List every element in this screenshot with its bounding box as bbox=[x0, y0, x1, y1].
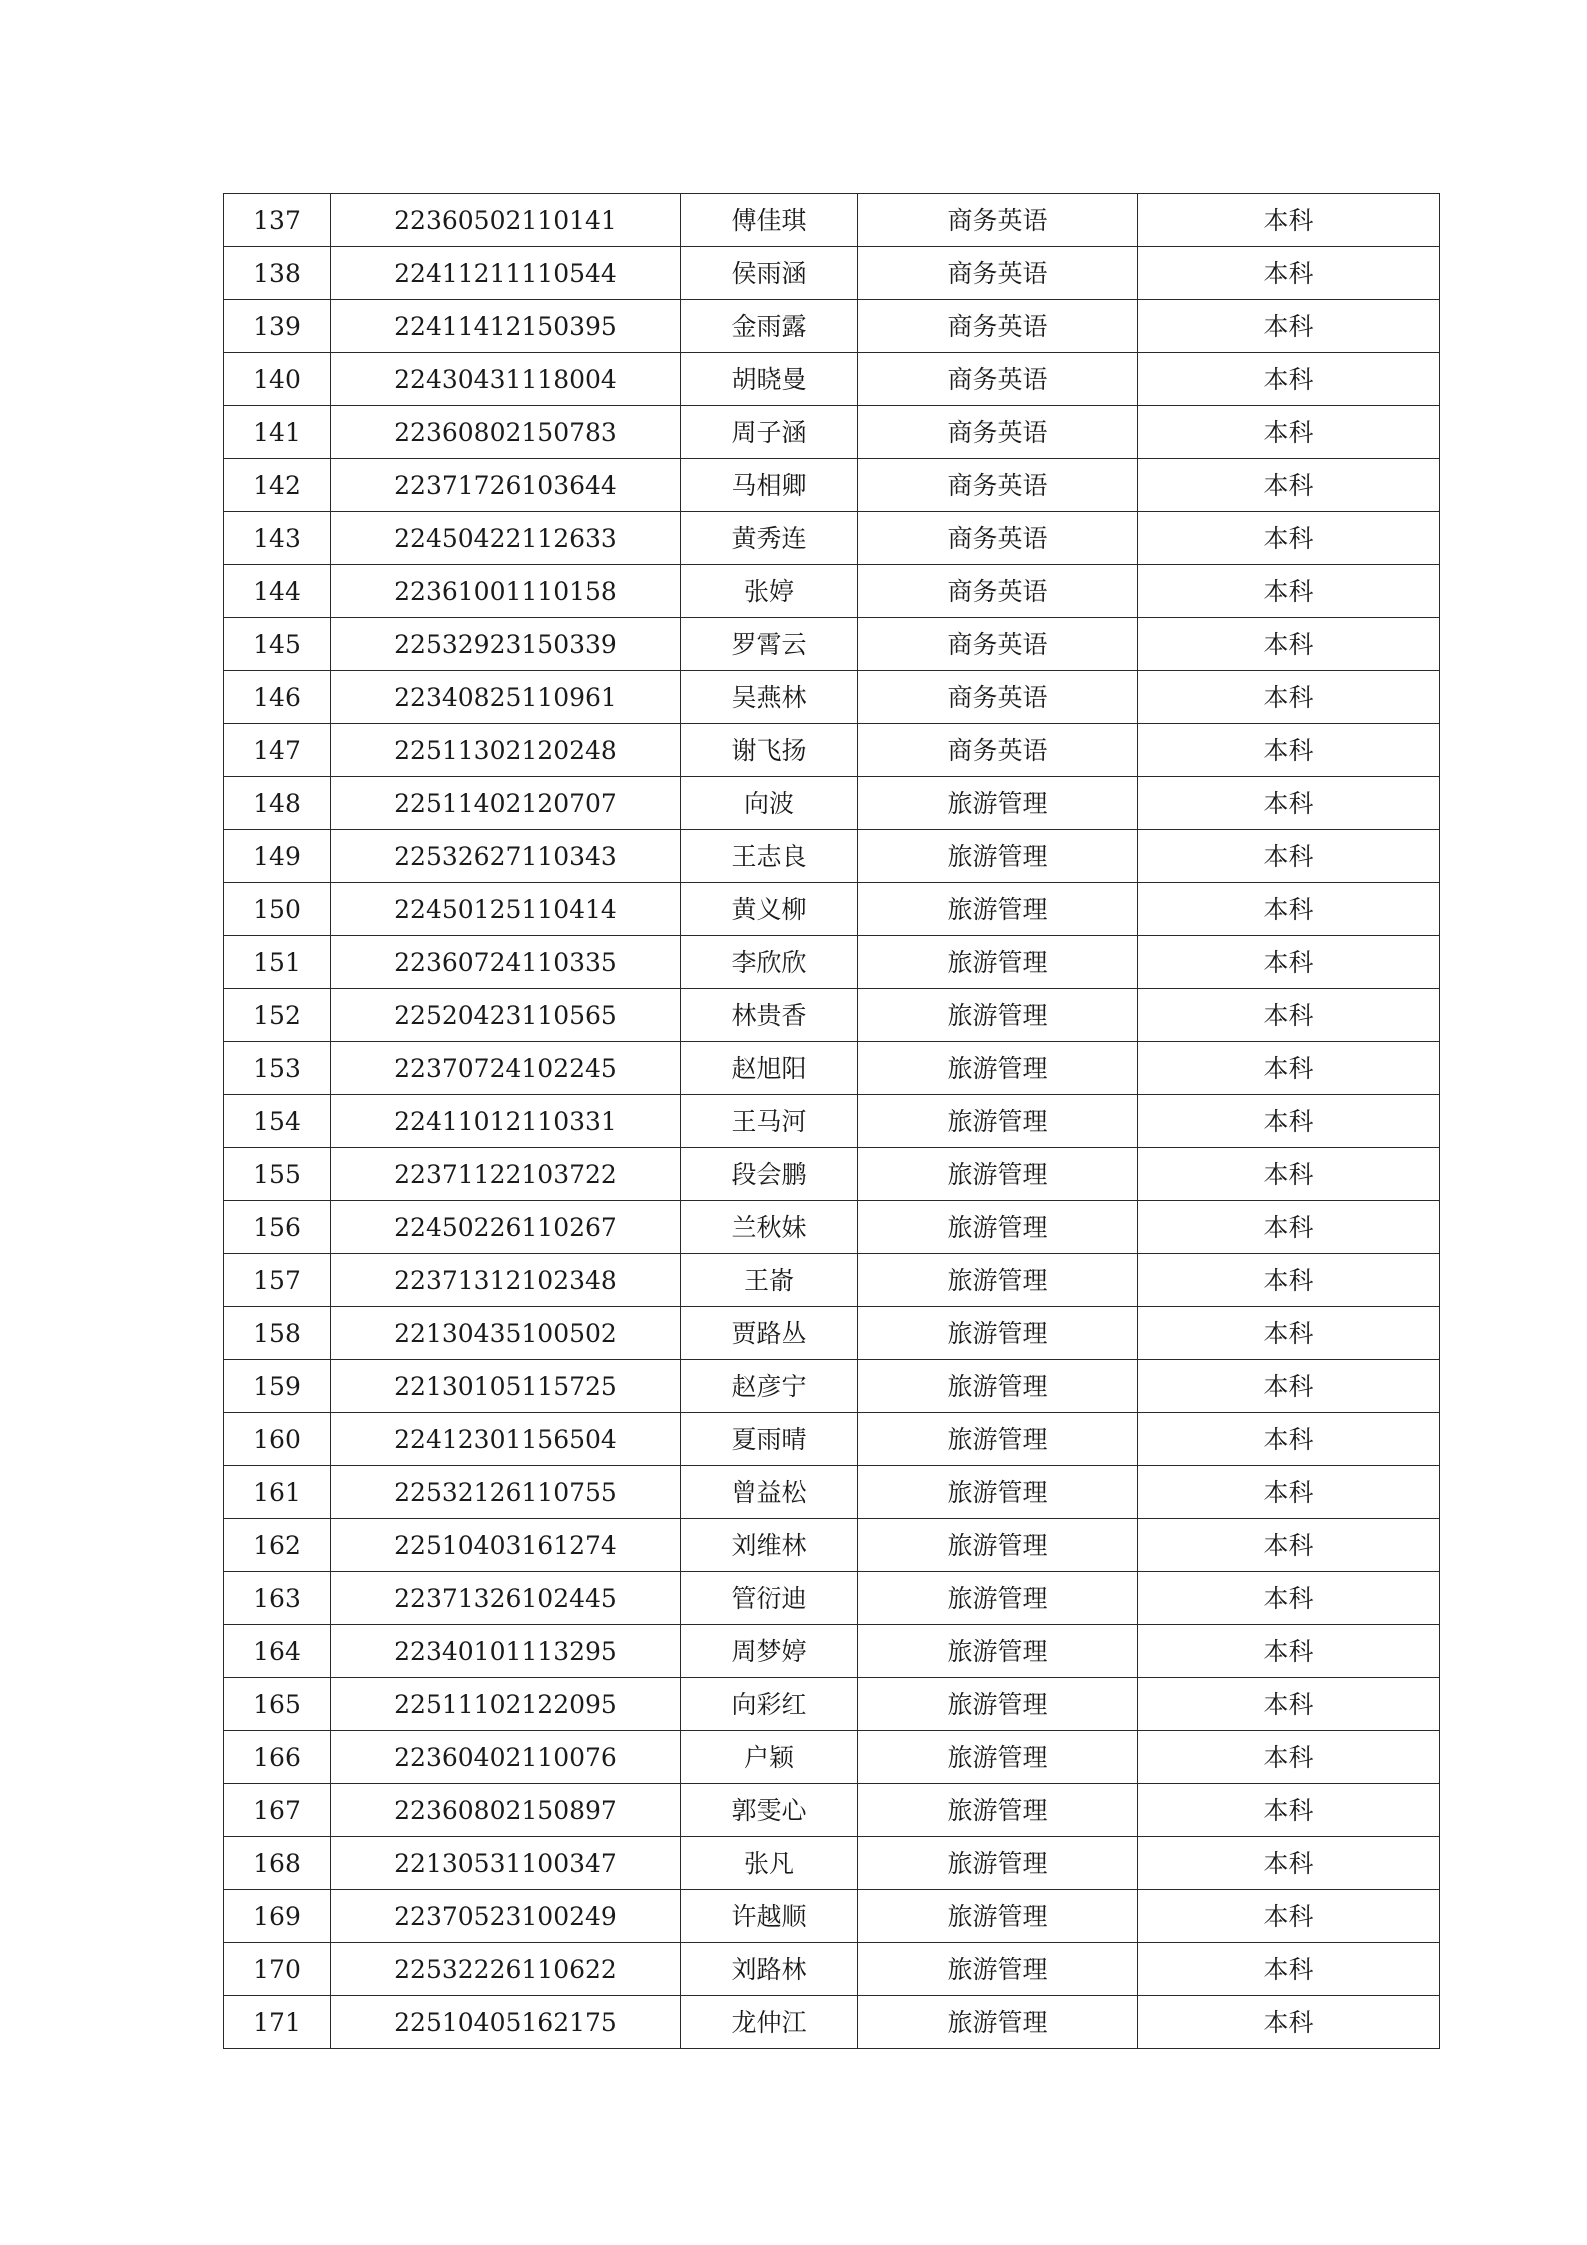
major-cell: 商务英语 bbox=[858, 247, 1138, 300]
row-number-cell: 171 bbox=[224, 1996, 331, 2049]
degree-level-cell: 本科 bbox=[1138, 300, 1440, 353]
table-row bbox=[224, 1307, 1440, 1360]
student-name-cell: 吴燕林 bbox=[681, 671, 858, 724]
major-cell: 旅游管理 bbox=[858, 1890, 1138, 1943]
row-number-cell: 145 bbox=[224, 618, 331, 671]
major-cell: 商务英语 bbox=[858, 724, 1138, 777]
table-row bbox=[224, 1413, 1440, 1466]
student-name-cell: 段会鹏 bbox=[681, 1148, 858, 1201]
major-cell: 旅游管理 bbox=[858, 1943, 1138, 1996]
degree-level-cell: 本科 bbox=[1138, 353, 1440, 406]
row-number-cell: 153 bbox=[224, 1042, 331, 1095]
table-row bbox=[224, 247, 1440, 300]
student-name-cell: 侯雨涵 bbox=[681, 247, 858, 300]
degree-level-cell: 本科 bbox=[1138, 1360, 1440, 1413]
major-cell: 旅游管理 bbox=[858, 1678, 1138, 1731]
row-number-cell: 150 bbox=[224, 883, 331, 936]
student-name-cell: 刘维林 bbox=[681, 1519, 858, 1572]
major-cell: 旅游管理 bbox=[858, 883, 1138, 936]
row-number-cell: 167 bbox=[224, 1784, 331, 1837]
row-number-cell: 165 bbox=[224, 1678, 331, 1731]
student-name-cell: 李欣欣 bbox=[681, 936, 858, 989]
major-cell: 旅游管理 bbox=[858, 1837, 1138, 1890]
student-id-cell: 22360402110076 bbox=[331, 1731, 681, 1784]
student-id-cell: 22532126110755 bbox=[331, 1466, 681, 1519]
table-row bbox=[224, 1784, 1440, 1837]
student-id-cell: 22370523100249 bbox=[331, 1890, 681, 1943]
row-number-cell: 137 bbox=[224, 194, 331, 247]
row-number-cell: 170 bbox=[224, 1943, 331, 1996]
table-row bbox=[224, 1625, 1440, 1678]
student-name-cell: 兰秋妹 bbox=[681, 1201, 858, 1254]
table-row bbox=[224, 1148, 1440, 1201]
student-id-cell: 22411412150395 bbox=[331, 300, 681, 353]
major-cell: 旅游管理 bbox=[858, 1095, 1138, 1148]
table-row bbox=[224, 565, 1440, 618]
degree-level-cell: 本科 bbox=[1138, 565, 1440, 618]
degree-level-cell: 本科 bbox=[1138, 1201, 1440, 1254]
row-number-cell: 163 bbox=[224, 1572, 331, 1625]
degree-level-cell: 本科 bbox=[1138, 194, 1440, 247]
degree-level-cell: 本科 bbox=[1138, 1413, 1440, 1466]
row-number-cell: 151 bbox=[224, 936, 331, 989]
table-row bbox=[224, 777, 1440, 830]
major-cell: 旅游管理 bbox=[858, 1784, 1138, 1837]
table-row bbox=[224, 1572, 1440, 1625]
row-number-cell: 144 bbox=[224, 565, 331, 618]
table-row bbox=[224, 353, 1440, 406]
table-row bbox=[224, 1996, 1440, 2049]
table-row bbox=[224, 1042, 1440, 1095]
student-name-cell: 周梦婷 bbox=[681, 1625, 858, 1678]
major-cell: 旅游管理 bbox=[858, 1625, 1138, 1678]
student-id-cell: 22511402120707 bbox=[331, 777, 681, 830]
major-cell: 旅游管理 bbox=[858, 830, 1138, 883]
student-id-cell: 22130105115725 bbox=[331, 1360, 681, 1413]
major-cell: 商务英语 bbox=[858, 565, 1138, 618]
row-number-cell: 146 bbox=[224, 671, 331, 724]
degree-level-cell: 本科 bbox=[1138, 512, 1440, 565]
student-name-cell: 林贵香 bbox=[681, 989, 858, 1042]
row-number-cell: 147 bbox=[224, 724, 331, 777]
row-number-cell: 162 bbox=[224, 1519, 331, 1572]
degree-level-cell: 本科 bbox=[1138, 1307, 1440, 1360]
table-row bbox=[224, 1890, 1440, 1943]
student-name-cell: 管衍迪 bbox=[681, 1572, 858, 1625]
table-row bbox=[224, 1201, 1440, 1254]
student-name-cell: 王马河 bbox=[681, 1095, 858, 1148]
row-number-cell: 158 bbox=[224, 1307, 331, 1360]
table-row bbox=[224, 671, 1440, 724]
student-name-cell: 赵旭阳 bbox=[681, 1042, 858, 1095]
major-cell: 旅游管理 bbox=[858, 1201, 1138, 1254]
row-number-cell: 156 bbox=[224, 1201, 331, 1254]
row-number-cell: 143 bbox=[224, 512, 331, 565]
table-row bbox=[224, 989, 1440, 1042]
student-roster-table bbox=[223, 193, 1440, 2049]
table-row bbox=[224, 194, 1440, 247]
major-cell: 旅游管理 bbox=[858, 1731, 1138, 1784]
major-cell: 商务英语 bbox=[858, 618, 1138, 671]
major-cell: 商务英语 bbox=[858, 300, 1138, 353]
student-name-cell: 向彩红 bbox=[681, 1678, 858, 1731]
student-id-cell: 22340101113295 bbox=[331, 1625, 681, 1678]
row-number-cell: 139 bbox=[224, 300, 331, 353]
student-name-cell: 郭雯心 bbox=[681, 1784, 858, 1837]
table-row bbox=[224, 1360, 1440, 1413]
table-row bbox=[224, 1254, 1440, 1307]
degree-level-cell: 本科 bbox=[1138, 1519, 1440, 1572]
major-cell: 旅游管理 bbox=[858, 777, 1138, 830]
row-number-cell: 154 bbox=[224, 1095, 331, 1148]
student-id-cell: 22340825110961 bbox=[331, 671, 681, 724]
degree-level-cell: 本科 bbox=[1138, 830, 1440, 883]
student-id-cell: 22412301156504 bbox=[331, 1413, 681, 1466]
major-cell: 旅游管理 bbox=[858, 1148, 1138, 1201]
degree-level-cell: 本科 bbox=[1138, 671, 1440, 724]
major-cell: 商务英语 bbox=[858, 194, 1138, 247]
degree-level-cell: 本科 bbox=[1138, 1572, 1440, 1625]
major-cell: 商务英语 bbox=[858, 671, 1138, 724]
row-number-cell: 160 bbox=[224, 1413, 331, 1466]
row-number-cell: 166 bbox=[224, 1731, 331, 1784]
student-name-cell: 张凡 bbox=[681, 1837, 858, 1890]
student-id-cell: 22510403161274 bbox=[331, 1519, 681, 1572]
table-row bbox=[224, 883, 1440, 936]
major-cell: 旅游管理 bbox=[858, 1413, 1138, 1466]
student-id-cell: 22450422112633 bbox=[331, 512, 681, 565]
student-id-cell: 22411211110544 bbox=[331, 247, 681, 300]
student-name-cell: 傅佳琪 bbox=[681, 194, 858, 247]
table-row bbox=[224, 1731, 1440, 1784]
major-cell: 商务英语 bbox=[858, 406, 1138, 459]
student-id-cell: 22360724110335 bbox=[331, 936, 681, 989]
table-row bbox=[224, 1095, 1440, 1148]
student-name-cell: 周子涵 bbox=[681, 406, 858, 459]
degree-level-cell: 本科 bbox=[1138, 1625, 1440, 1678]
degree-level-cell: 本科 bbox=[1138, 724, 1440, 777]
student-id-cell: 22361001110158 bbox=[331, 565, 681, 618]
major-cell: 旅游管理 bbox=[858, 1519, 1138, 1572]
student-id-cell: 22511302120248 bbox=[331, 724, 681, 777]
degree-level-cell: 本科 bbox=[1138, 1095, 1440, 1148]
row-number-cell: 157 bbox=[224, 1254, 331, 1307]
major-cell: 商务英语 bbox=[858, 459, 1138, 512]
degree-level-cell: 本科 bbox=[1138, 1890, 1440, 1943]
table-row bbox=[224, 512, 1440, 565]
major-cell: 旅游管理 bbox=[858, 1360, 1138, 1413]
table-row bbox=[224, 406, 1440, 459]
degree-level-cell: 本科 bbox=[1138, 1042, 1440, 1095]
row-number-cell: 161 bbox=[224, 1466, 331, 1519]
degree-level-cell: 本科 bbox=[1138, 247, 1440, 300]
table-row bbox=[224, 459, 1440, 512]
table-row bbox=[224, 1678, 1440, 1731]
degree-level-cell: 本科 bbox=[1138, 989, 1440, 1042]
roster-body bbox=[224, 194, 1440, 2049]
row-number-cell: 159 bbox=[224, 1360, 331, 1413]
student-id-cell: 22450125110414 bbox=[331, 883, 681, 936]
degree-level-cell: 本科 bbox=[1138, 1943, 1440, 1996]
student-id-cell: 22450226110267 bbox=[331, 1201, 681, 1254]
degree-level-cell: 本科 bbox=[1138, 936, 1440, 989]
row-number-cell: 148 bbox=[224, 777, 331, 830]
degree-level-cell: 本科 bbox=[1138, 618, 1440, 671]
degree-level-cell: 本科 bbox=[1138, 883, 1440, 936]
degree-level-cell: 本科 bbox=[1138, 406, 1440, 459]
table-row bbox=[224, 1943, 1440, 1996]
degree-level-cell: 本科 bbox=[1138, 1837, 1440, 1890]
student-name-cell: 曾益松 bbox=[681, 1466, 858, 1519]
major-cell: 旅游管理 bbox=[858, 1466, 1138, 1519]
student-id-cell: 22360502110141 bbox=[331, 194, 681, 247]
student-name-cell: 向波 bbox=[681, 777, 858, 830]
major-cell: 商务英语 bbox=[858, 353, 1138, 406]
student-name-cell: 黄义柳 bbox=[681, 883, 858, 936]
major-cell: 旅游管理 bbox=[858, 1042, 1138, 1095]
student-id-cell: 22511102122095 bbox=[331, 1678, 681, 1731]
major-cell: 旅游管理 bbox=[858, 1572, 1138, 1625]
student-name-cell: 赵彦宁 bbox=[681, 1360, 858, 1413]
student-id-cell: 22532226110622 bbox=[331, 1943, 681, 1996]
table-row bbox=[224, 724, 1440, 777]
row-number-cell: 142 bbox=[224, 459, 331, 512]
student-id-cell: 22371726103644 bbox=[331, 459, 681, 512]
table-row bbox=[224, 1466, 1440, 1519]
student-name-cell: 王嵛 bbox=[681, 1254, 858, 1307]
major-cell: 旅游管理 bbox=[858, 1307, 1138, 1360]
major-cell: 旅游管理 bbox=[858, 989, 1138, 1042]
student-id-cell: 22360802150783 bbox=[331, 406, 681, 459]
table-row bbox=[224, 830, 1440, 883]
student-id-cell: 22130435100502 bbox=[331, 1307, 681, 1360]
degree-level-cell: 本科 bbox=[1138, 459, 1440, 512]
table-row bbox=[224, 300, 1440, 353]
row-number-cell: 168 bbox=[224, 1837, 331, 1890]
degree-level-cell: 本科 bbox=[1138, 1466, 1440, 1519]
student-name-cell: 许越顺 bbox=[681, 1890, 858, 1943]
student-name-cell: 刘路林 bbox=[681, 1943, 858, 1996]
row-number-cell: 138 bbox=[224, 247, 331, 300]
degree-level-cell: 本科 bbox=[1138, 1784, 1440, 1837]
student-id-cell: 22371312102348 bbox=[331, 1254, 681, 1307]
degree-level-cell: 本科 bbox=[1138, 1678, 1440, 1731]
degree-level-cell: 本科 bbox=[1138, 1996, 1440, 2049]
student-name-cell: 马相卿 bbox=[681, 459, 858, 512]
row-number-cell: 149 bbox=[224, 830, 331, 883]
student-name-cell: 夏雨晴 bbox=[681, 1413, 858, 1466]
student-id-cell: 22360802150897 bbox=[331, 1784, 681, 1837]
student-name-cell: 张婷 bbox=[681, 565, 858, 618]
row-number-cell: 169 bbox=[224, 1890, 331, 1943]
degree-level-cell: 本科 bbox=[1138, 1148, 1440, 1201]
student-id-cell: 22532923150339 bbox=[331, 618, 681, 671]
student-id-cell: 22130531100347 bbox=[331, 1837, 681, 1890]
row-number-cell: 140 bbox=[224, 353, 331, 406]
student-id-cell: 22411012110331 bbox=[331, 1095, 681, 1148]
table-row bbox=[224, 1519, 1440, 1572]
student-name-cell: 户颖 bbox=[681, 1731, 858, 1784]
degree-level-cell: 本科 bbox=[1138, 1731, 1440, 1784]
student-id-cell: 22371326102445 bbox=[331, 1572, 681, 1625]
student-id-cell: 22532627110343 bbox=[331, 830, 681, 883]
major-cell: 旅游管理 bbox=[858, 1254, 1138, 1307]
major-cell: 旅游管理 bbox=[858, 1996, 1138, 2049]
table-row bbox=[224, 618, 1440, 671]
student-name-cell: 龙仲江 bbox=[681, 1996, 858, 2049]
degree-level-cell: 本科 bbox=[1138, 777, 1440, 830]
student-name-cell: 罗霄云 bbox=[681, 618, 858, 671]
student-name-cell: 王志良 bbox=[681, 830, 858, 883]
student-name-cell: 黄秀连 bbox=[681, 512, 858, 565]
student-id-cell: 22371122103722 bbox=[331, 1148, 681, 1201]
table-row bbox=[224, 1837, 1440, 1890]
student-id-cell: 22370724102245 bbox=[331, 1042, 681, 1095]
student-name-cell: 胡晓曼 bbox=[681, 353, 858, 406]
degree-level-cell: 本科 bbox=[1138, 1254, 1440, 1307]
major-cell: 旅游管理 bbox=[858, 936, 1138, 989]
major-cell: 商务英语 bbox=[858, 512, 1138, 565]
table-row bbox=[224, 936, 1440, 989]
student-id-cell: 22520423110565 bbox=[331, 989, 681, 1042]
row-number-cell: 155 bbox=[224, 1148, 331, 1201]
student-id-cell: 22430431118004 bbox=[331, 353, 681, 406]
student-name-cell: 谢飞扬 bbox=[681, 724, 858, 777]
row-number-cell: 152 bbox=[224, 989, 331, 1042]
student-name-cell: 贾路丛 bbox=[681, 1307, 858, 1360]
row-number-cell: 164 bbox=[224, 1625, 331, 1678]
row-number-cell: 141 bbox=[224, 406, 331, 459]
student-name-cell: 金雨露 bbox=[681, 300, 858, 353]
student-id-cell: 22510405162175 bbox=[331, 1996, 681, 2049]
